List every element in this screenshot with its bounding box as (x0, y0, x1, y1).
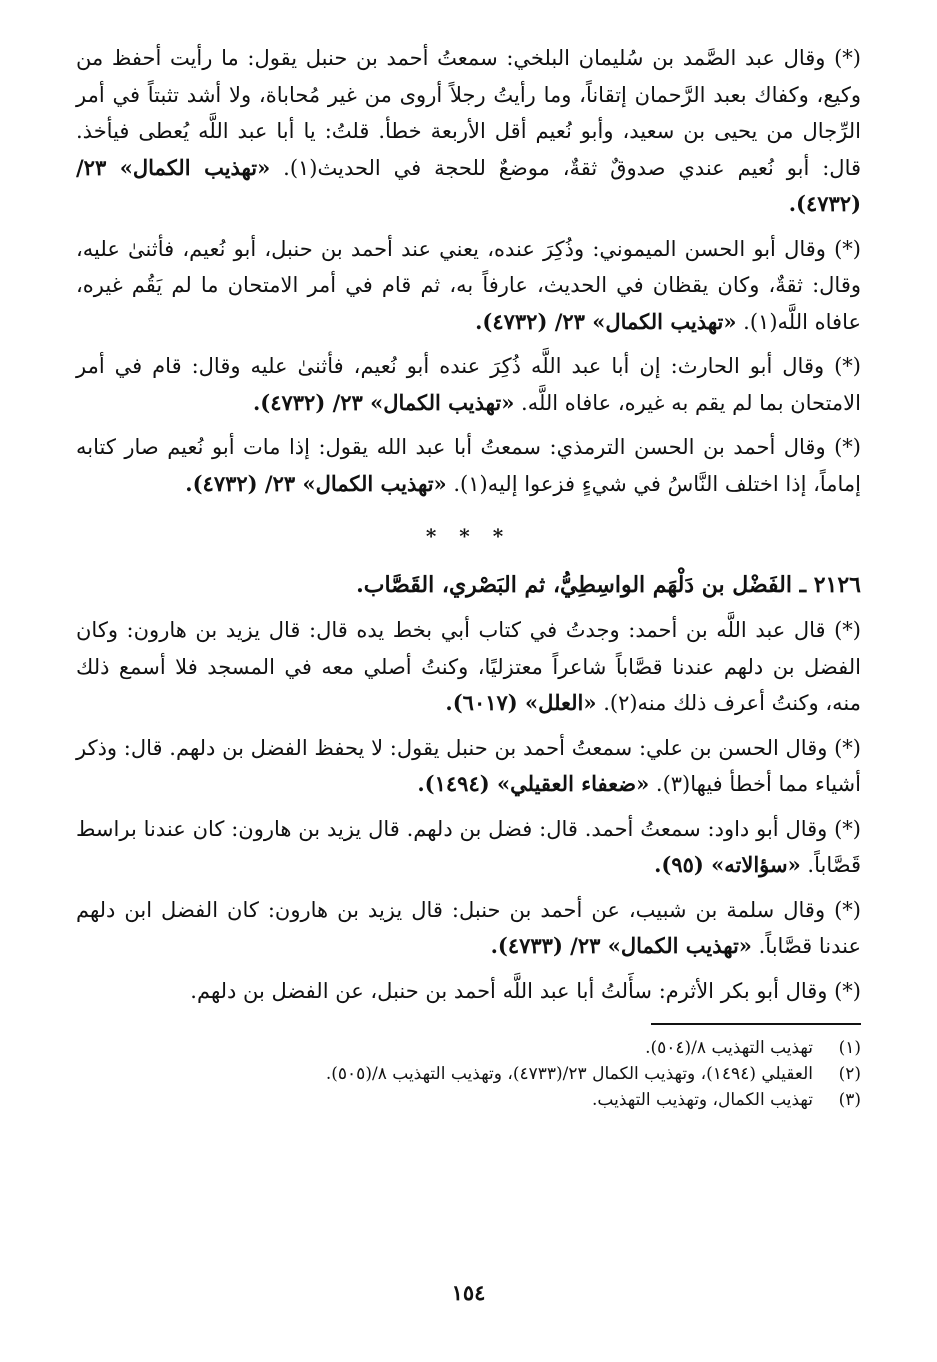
narration-paragraph (76, 231, 861, 341)
footnotes (76, 1035, 861, 1113)
section-separator: * * * (425, 524, 512, 548)
footnote-item (76, 1035, 861, 1061)
footnote-divider (651, 1023, 861, 1025)
footnote-item (76, 1087, 861, 1113)
narration-paragraph (76, 429, 861, 502)
citation: «العلل» (٦٠١٧). (445, 690, 597, 715)
footnote-number: (٢) (838, 1064, 861, 1084)
citation: «تهذيب الكمال» ٢٣/ (٤٧٣٢). (475, 308, 737, 334)
narration-text: (*) قال عبد اللَّه بن أحمد: وجدتُ في كتاب أبي بخط يده قال: قال يزيد بن هارون: وكان الفضل بن دلهم عندنا قصَّاباً شاعراً معتزليًا، وكنتُ أصلي معه في المسجد فلا أسمع ذلك منه، وكنتُ أعرف ذلك منه(٢). (76, 618, 861, 715)
narration-text: (*) وقال أبو الحارث: إن أبا عبد اللَّه ذُكِرَ عنده أبو نُعيم، فأثنىٰ عليه وقال: قام في أمر الامتحان بما لم يقم به غيره، عافاه اللَّه. (76, 354, 861, 415)
narration-text: (*) وقال أبو داود: سمعتُ أحمد. قال: فضل بن دلهم. قال يزيد بن هارون: كان عندنا براسط قَصَّاباً. (76, 816, 861, 877)
citation: «تهذيب الكمال» ٢٣/ (٤٧٣٢). (76, 154, 861, 216)
narration-text: (*) وقال الحسن بن علي: سمعتُ أحمد بن حنبل يقول: لا يحفظ الفضل بن دلهم. قال: وذكر أشياء مما أخطأ فيها(٣). (76, 735, 861, 796)
page-number: ١٥٤ (451, 1280, 486, 1305)
paragraphs-bottom (76, 612, 861, 1009)
narration-paragraph (76, 811, 861, 884)
narration-paragraph (76, 40, 861, 223)
citation: «تهذيب الكمال» ٢٣/ (٤٧٣٢). (185, 470, 447, 496)
footnote-number: (٣) (838, 1090, 861, 1110)
narration-paragraph (76, 892, 861, 965)
narration-text: (*) وقال سلمة بن شبيب، عن أحمد بن حنبل: قال يزيد بن هارون: كان الفضل ابن دلهم عندنا قصَّاباً. (76, 897, 861, 958)
narration-text: (*) وقال أبو بكر الأثرم: سأَلتُ أبا عبد اللَّه أحمد بن حنبل، عن الفضل بن دلهم. (190, 978, 861, 1003)
citation: «ضعفاء العقيلي» (١٤٩٤). (417, 771, 650, 796)
entry-title: ٢١٢٦ ـ الفَضْل بن دَلْهَم الواسِطِيُّ، ثم البَصْري، القَصَّاب. (356, 572, 861, 598)
narration-paragraph (76, 348, 861, 421)
citation: «سؤالاته» (٩٥). (654, 852, 801, 877)
narration-text: (*) وقال أحمد بن الحسن الترمذي: سمعتُ أبا عبد الله يقول: إذا مات أبو نُعيم صار كتابه إماماً، إذا اختلف النَّاسُ في شيءٍ فزعوا إليه(١). (76, 435, 861, 496)
citation: «تهذيب الكمال» ٢٣/ (٤٧٣٣). (490, 933, 752, 958)
footnote-text: تهذيب الكمال، وتهذيب التهذيب. (591, 1090, 813, 1110)
footnote-number: (١) (838, 1038, 861, 1058)
narration-paragraph (76, 730, 861, 803)
narration-text: (*) وقال أبو الحسن الميموني: وذُكِرَ عنده، يعني عند أحمد بن حنبل، أبو نُعيم، فأثنىٰ عليه، وقال: ثقةٌ، وكان يقظان في الحديث، عارفاً به، ثم قام في أمر الامتحان ما لم يَقُم غيره، عافاه اللَّه(١). (76, 236, 861, 334)
paragraphs-top (76, 40, 861, 502)
narration-paragraph (76, 612, 861, 722)
narration-paragraph (76, 973, 861, 1010)
footnote-text: تهذيب التهذيب ٨/(٥٠٤). (645, 1038, 813, 1058)
narration-text: (*) وقال عبد الصَّمد بن سُليمان البلخي: سمعتُ أحمد بن حنبل يقول: ما رأيت أحفظ من وكيع، وكفاك بعبد الرَّحمان إتقاناً، وما رأيتُ رجلاً أروى من غير مُحاباة، ولا أشد تثبتاً في أمر الرِّجال من يحيى بن سعيد، وأبو نُعيم أقل الأربعة خطأ. قلتُ: يا أبا عبد اللَّه يُعطى فيأخذ. قال: أبو نُعيم عندي صدوقٌ ثقةٌ، موضعٌ للحجة في الحديث(١). (76, 46, 862, 180)
footnote-item (76, 1061, 861, 1087)
footnote-text: العقيلي (١٤٩٤)، وتهذيب الكمال ٢٣/(٤٧٣٣)، وتهذيب التهذيب ٨/(٥٠٥). (325, 1064, 813, 1084)
citation: «تهذيب الكمال» ٢٣/ (٤٧٣٢). (252, 389, 515, 415)
